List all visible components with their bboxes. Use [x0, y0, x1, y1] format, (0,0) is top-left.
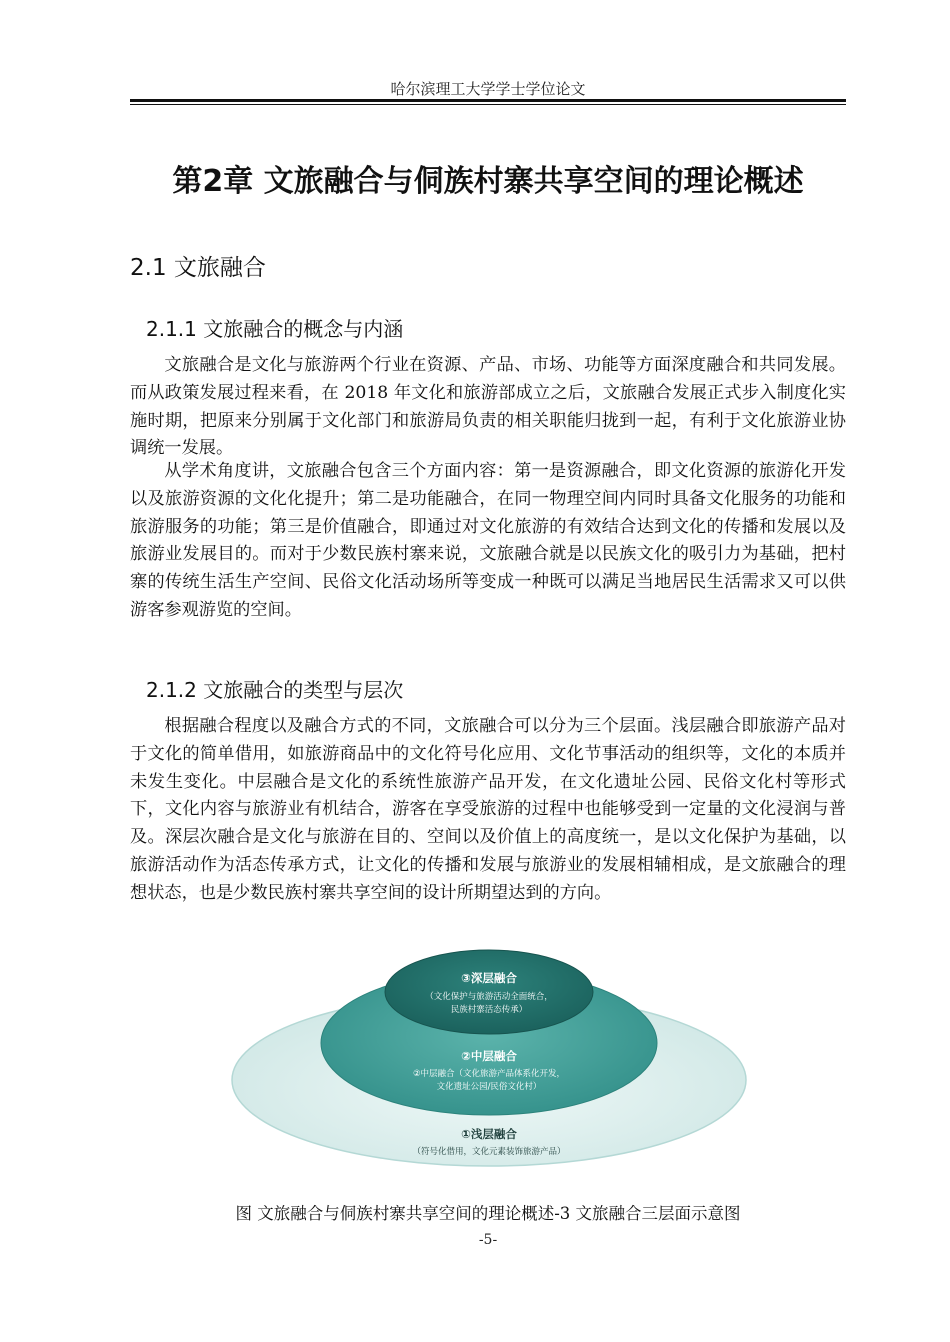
paragraph-2-1-1-a: 文旅融合是文化与旅游两个行业在资源、产品、市场、功能等方面深度融合和共同发展。而从政策发展过程来看，在 2018 年文化和旅游部成立之后，文旅融合发展正式步入制度化实施时期，把原来分别属于文化部门和旅游局负责的相关职能归拢到一起，有利于文化旅游业协调统一发展。 [130, 355, 846, 459]
layer-deep-title: ③深层融合 [461, 971, 517, 985]
layer-deep-desc-2: 民族村寨活态传承） [450, 1005, 528, 1015]
layer-deep-desc-1: （文化保护与旅游活动全面统合， [425, 992, 553, 1002]
header-rule-thick [130, 99, 846, 102]
page-number: -5- [478, 1232, 498, 1248]
chapter-title: 第2章 文旅融合与侗族村寨共享空间的理论概述 [172, 164, 804, 199]
running-header: 哈尔滨理工大学学士学位论文 [390, 80, 586, 98]
layer-shallow-desc-1: （符号化借用，文化元素装饰旅游产品） [412, 1147, 566, 1157]
section-heading-2-1: 2.1 文旅融合 [130, 255, 266, 281]
layer-shallow-title: ①浅层融合 [461, 1127, 517, 1141]
section-heading-2-1-2: 2.1.2 文旅融合的类型与层次 [146, 678, 404, 702]
paragraph-2-1-1-b: 从学术角度讲，文旅融合包含三个方面内容：第一是资源融合，即文化资源的旅游化开发以及旅游资源的文化化提升；第二是功能融合，在同一物理空间内同时具备文化服务的功能和旅游服务的功能；第三是价值融合，即通过对文化旅游的有效结合达到文化的传播和发展以及旅游业发展目的。而对于少数民族村寨来说，文旅融合就是以民族文化的吸引力为基础，把村寨的传统生活生产空间、民俗文化活动场所等变成一种既可以满足当地居民生活需求又可以供游客参观游览的空间。 [130, 461, 846, 620]
figure-caption: 图 文旅融合与侗族村寨共享空间的理论概述-3 文旅融合三层面示意图 [235, 1204, 741, 1223]
paragraph-2-1-2-a: 根据融合程度以及融合方式的不同，文旅融合可以分为三个层面。浅层融合即旅游产品对于文化的简单借用，如旅游商品中的文化符号化应用、文化节事活动的组织等，文化的本质并未发生变化。中层融合是文化的系统性旅游产品开发，在文化遗址公园、民俗文化村等形式下，文化内容与旅游业有机结合，游客在享受旅游的过程中也能够受到一定量的文化浸润与普及。深层次融合是文化与旅游在目的、空间以及价值上的高度统一，是以文化保护为基础，以旅游活动作为活态传承方式，让文化的传播和发展与旅游业的发展相辅相成，是文旅融合的理想状态，也是少数民族村寨共享空间的设计所期望达到的方向。 [130, 716, 846, 903]
layer-middle-title: ②中层融合 [461, 1049, 517, 1063]
header-rule-thin [130, 104, 846, 105]
layer-middle-desc-1: ②中层融合（文化旅游产品体系化开发， [412, 1069, 566, 1079]
fusion-layers-diagram [228, 948, 750, 1170]
layer-middle-desc-2: 文化遗址公园/民俗文化村） [436, 1082, 542, 1092]
section-heading-2-1-1: 2.1.1 文旅融合的概念与内涵 [146, 317, 404, 341]
